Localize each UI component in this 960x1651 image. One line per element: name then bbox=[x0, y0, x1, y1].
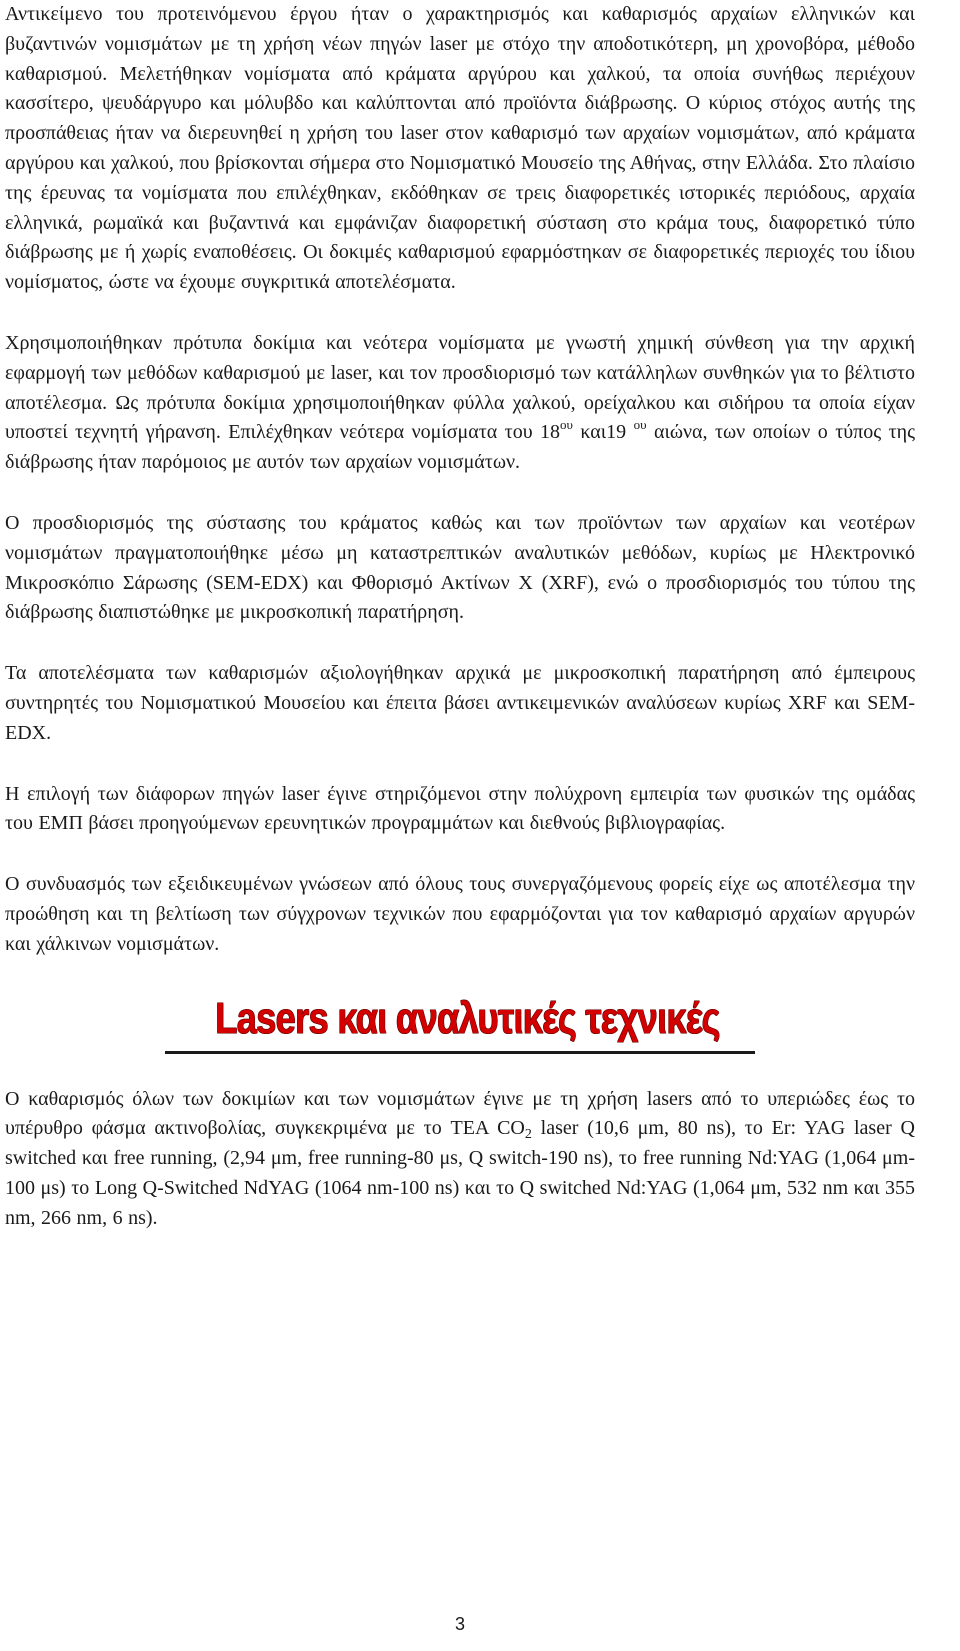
superscript-ordinal: ου bbox=[560, 417, 573, 433]
paragraph-reference-samples bbox=[5, 329, 915, 478]
paragraph-text: Η επιλογή των διάφορων πηγών laser έγινε στηριζόμενοι στην πολύχρονη εμπειρία των φυσικών της ομάδας του ΕΜΠ βάσει προηγούμενων ερευνητικών προγραμμάτων και διεθνούς βιβλιογραφίας. bbox=[5, 782, 915, 835]
paragraph-text: και19 bbox=[572, 421, 634, 444]
section-heading bbox=[5, 991, 915, 1061]
paragraph-laser-selection bbox=[5, 780, 915, 840]
paragraph-results-evaluation bbox=[5, 659, 915, 748]
paragraph-text: Αντικείμενο του προτεινόμενου έργου ήταν ο χαρακτηρισμός και καθαρισμός αρχαίων ελληνικών και βυζαντινών νομισμάτων με τη χρήση νέων πηγών laser με στόχο την αποδοτικότερη, μη χρονοβόρα, μέθοδο καθαρισμού. Μελετήθηκαν νομίσματα από κράματα αργύρου και χαλκού, τα οποία συνήθως περιέχουν κασσίτερο, ψευδάργυρο και μόλυβδο και καλύπτονται από προϊόντα διάβρωσης. Ο κύριος στόχος αυτής της προσπάθειας ήταν να διερευνηθεί η χρήση του laser στον καθαρισμό των αρχαίων νομισμάτων, από κράματα αργύρου και χαλκού, που βρίσκονται σήμερα στο Νομισματικό Μουσείο της Αθήνας, στην Ελλάδα. Στο πλαίσιο της έρευνας τα νομίσματα που επιλέχθηκαν, εκδόθηκαν σε τρεις διαφορετικές ιστορικές περιόδους, αρχαία ελληνικά, ρωμαϊκά και βυζαντινά και εμφάνιζαν διαφορετική σύσταση στο κράμα τους, διαφορετικό τύπο διάβρωσης με ή χωρίς εναποθέσεις. Οι δοκιμές καθαρισμού εφαρμόστηκαν σε διαφορετικές περιοχές του ίδιου νομίσματος, ώστε να έχουμε συγκριτικά αποτελέσματα. bbox=[5, 3, 915, 294]
paragraph-text: Ο προσδιορισμός της σύστασης του κράματος καθώς και των προϊόντων των αρχαίων και νεοτέρων νομισμάτων πραγματοποιήθηκε μέσω μη καταστρεπτικών αναλυτικών μεθόδων, κυρίως με Ηλεκτρονικό Μικροσκόπιο Σάρωσης (SEM-EDX) και Φθορισμό Ακτίνων Χ (XRF), ενώ ο προσδιορισμός του τύπου της διάβρωσης διαπιστώθηκε με μικροσκοπική παρατήρηση. bbox=[5, 511, 915, 624]
section-title: Lasers και αναλυτικές τεχνικές bbox=[215, 993, 720, 1043]
paragraph-text: Ο συνδυασμός των εξειδικευμένων γνώσεων από όλους τους συνεργαζόμενους φορείς είχε ως αποτέλεσμα την προώθηση και τη βελτίωση των σύγχρονων τεχνικών που εφαρμόζονται για τον καθαρισμό αρχαίων αργυρών και χάλκινων νομισμάτων. bbox=[5, 873, 915, 955]
paragraph-text: Χρησιμοποιήθηκαν πρότυπα δοκίμια και νεότερα νομίσματα με γνωστή χημική σύνθεση για την αρχική εφαρμογή των μεθόδων καθαρισμού με laser, και τον προσδιορισμό των κατάλληλων συνθηκών για το βέλτιστο αποτέλεσμα. Ως πρότυπα δοκίμια χρησιμοποιήθηκαν φύλλα χαλκού, ορείχαλκου και σιδήρου τα οποία είχαν υποστεί τεχνητή γήρανση. Επιλέχθηκαν νεότερα νομίσματα του 18 bbox=[5, 331, 915, 444]
paragraph-text: Ο καθαρισμός όλων των δοκιμίων και των νομισμάτων έγινε με τη χρήση lasers από το υπεριώδες έως το υπέρυθρο φάσμα ακτινοβολίας, συγκεκριμένα με το TEA CO bbox=[5, 1087, 915, 1140]
paragraph-text: Τα αποτελέσματα των καθαρισμών αξιολογήθηκαν αρχικά με μικροσκοπική παρατήρηση από έμπειρους συντηρητές του Νομισματικού Μουσείου και έπειτα βάσει αντικειμενικών αναλύσεων κυρίως XRF και SEM-EDX. bbox=[5, 662, 915, 744]
superscript-ordinal: ου bbox=[633, 417, 647, 433]
paragraph-laser-sources bbox=[5, 1085, 915, 1234]
paragraph-project-objective bbox=[5, 0, 915, 298]
paragraph-collaboration bbox=[5, 870, 915, 959]
document-page bbox=[5, 0, 915, 1651]
page-number: 3 bbox=[454, 1614, 465, 1634]
section-title-underline bbox=[165, 1051, 755, 1054]
paragraph-text: αιώνα, των οποίων ο τύπος της διάβρωσης ήταν παρόμοιος με αυτόν των αρχαίων νομισμάτων. bbox=[5, 421, 915, 474]
subscript-number: 2 bbox=[524, 1127, 532, 1143]
paragraph-composition-analysis bbox=[5, 509, 915, 628]
paragraph-text: laser (10,6 μm, 80 ns), το Er: YAG laser Q switched και free running, (2,94 μm, free running-80 μs, Q switch-190 ns), το free running Nd:YAG (1,064 μm-100 μs) το Long Q-Switched NdYAG (1064 nm-100 ns) και το Q switched Nd:YAG (1,064 μm, 532 nm και 355 nm, 266 nm, 6 ns). bbox=[5, 1117, 915, 1229]
